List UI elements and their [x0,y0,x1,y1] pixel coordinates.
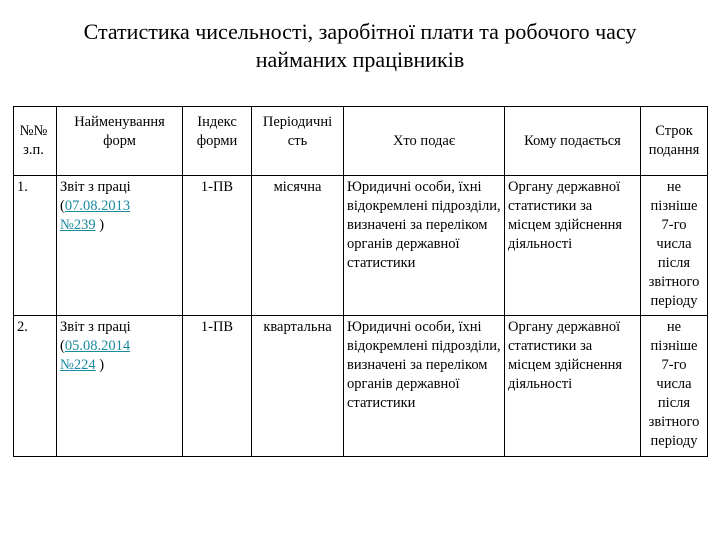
form-name-prefix: Звіт з праці ( [60,179,131,214]
form-date-link[interactable]: 07.08.2013 [64,198,131,214]
row-form-name [57,316,183,457]
row-who: Юридичні особи, їхні відокремлені підрозділи, визначені за переліком органів державної статистики [344,176,505,316]
header-num: №№ з.п. [14,107,57,176]
table-row [14,316,708,457]
form-name-prefix: Звіт з праці ( [60,319,131,354]
row-to-whom: Органу державної статистики за місцем здійснення діяльності [505,176,641,316]
row-num: 1. [14,176,57,316]
header-name: Найменування форм [57,107,183,176]
row-who: Юридичні особи, їхні відокремлені підрозділи, визначені за переліком органів державної статистики [344,316,505,457]
form-date-link[interactable]: 05.08.2014 [64,338,131,354]
table-header-row [14,107,708,176]
row-deadline: не пізніше 7-го числа після звітного періоду [641,176,708,316]
row-deadline: не пізніше 7-го числа після звітного періоду [641,316,708,457]
header-deadline: Строк подання [641,107,708,176]
header-period: Періодичні сть [252,107,344,176]
title-line-1: Статистика чисельності, заробітної плати та робочого часу [83,19,637,44]
row-period: квартальна [252,316,344,457]
table-row [14,176,708,316]
row-index: 1-ПВ [183,316,252,457]
row-index: 1-ПВ [183,176,252,316]
header-index: Індекс форми [183,107,252,176]
row-form-name [57,176,183,316]
statistics-table [13,106,708,457]
row-num: 2. [14,316,57,457]
page-title [0,18,720,74]
row-to-whom: Органу державної статистики за місцем здійснення діяльності [505,316,641,457]
header-who: Хто подає [344,107,505,176]
title-line-2: найманих працівників [255,47,465,72]
form-name-suffix: ) [99,217,105,233]
header-to-whom: Кому подається [505,107,641,176]
form-number-link[interactable]: №239 [60,217,96,233]
form-number-link[interactable]: №224 [60,357,96,373]
row-period: місячна [252,176,344,316]
form-name-suffix: ) [99,357,105,373]
